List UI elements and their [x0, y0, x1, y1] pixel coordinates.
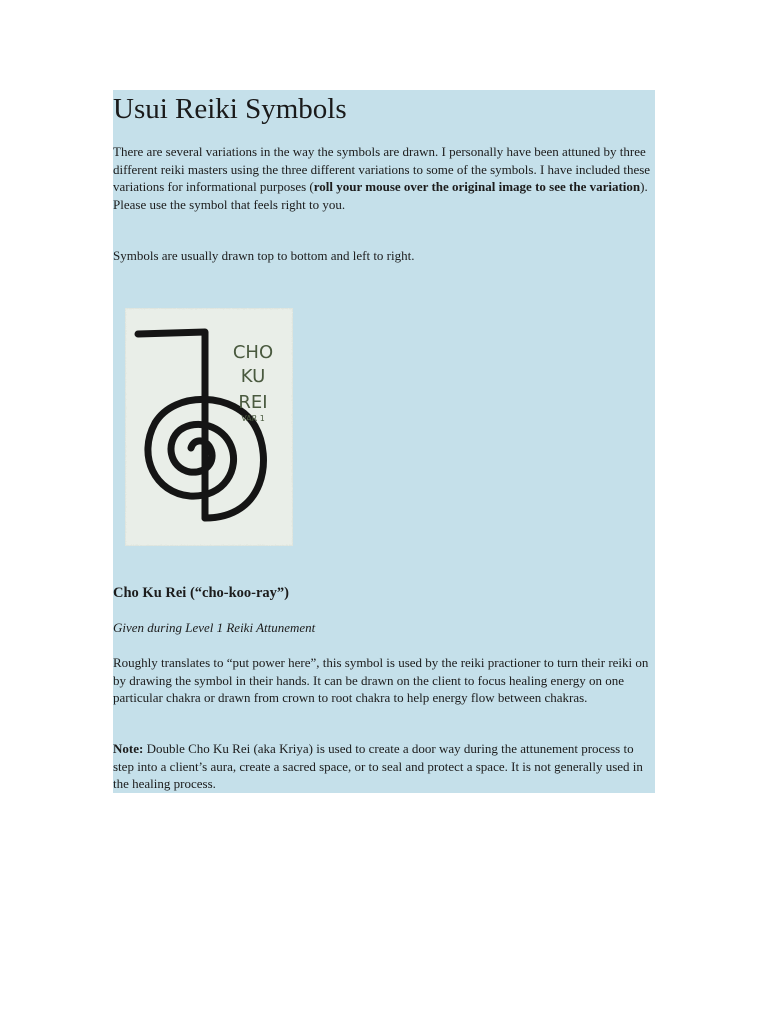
- label-cho: CHO: [232, 342, 274, 363]
- note-label: Note:: [113, 741, 144, 756]
- note-text: Double Cho Ku Rei (aka Kriya) is used to create a door way during the attunement process to step into a client’s aura, create a sacred space, or to seal and protect a space. It is not generally used in the healing process.: [113, 741, 643, 791]
- label-var-1: VAR 1: [241, 414, 265, 423]
- intro-bold-instruction: roll your mouse over the original image to see the variation: [313, 179, 641, 194]
- intro-paragraph: [113, 143, 653, 213]
- label-rei: REI: [238, 392, 268, 413]
- cho-ku-rei-symbol-image[interactable]: [125, 308, 293, 546]
- symbol-description: Roughly translates to “put power here”, this symbol is used by the reiki practioner to turn their reiki on by drawing the symbol in their hands. It can be drawn on the client to focus healing energy on one particular chakra or drawn from crown to root chakra to help energy flow between chakras.: [113, 655, 649, 705]
- cho-ku-rei-symbol-drawing: [125, 308, 293, 546]
- attunement-level-note: Given during Level 1 Reiki Attunement: [113, 620, 316, 635]
- symbol-heading: Cho Ku Rei (“cho-koo-ray”): [113, 585, 290, 601]
- intro-text-start: There are several variations in the way the symbols are drawn. I personally have been attuned by three different reiki masters using the three different variations to some of the symbols. I have included these variations for informational purposes (: [113, 144, 651, 194]
- drawing-direction-note: Symbols are usually drawn top to bottom and left to right.: [113, 248, 415, 263]
- note-paragraph: [113, 740, 653, 793]
- page-title: Usui Reiki Symbols: [113, 93, 347, 125]
- intro-text-end: ). Please use the symbol that feels right to you.: [113, 179, 648, 212]
- label-ku: KU: [240, 366, 266, 387]
